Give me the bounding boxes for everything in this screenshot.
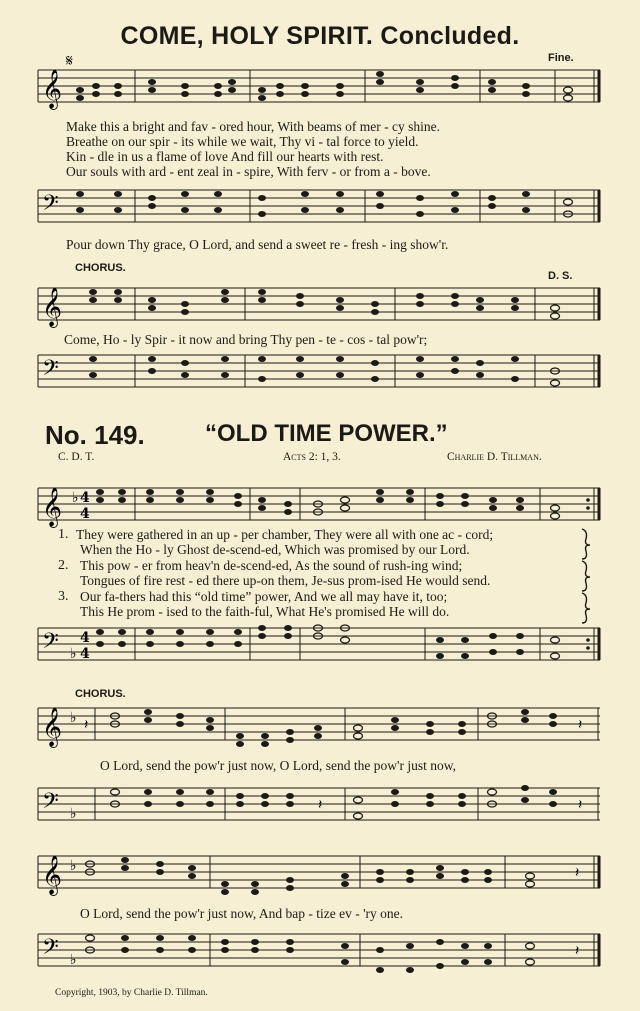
svg-text:𝄢: 𝄢 <box>42 935 59 965</box>
verse-line-4: Our souls with ard - ent zeal in - spire, With ferv - or from a - bove. <box>66 164 431 179</box>
stanza-braces <box>578 527 598 627</box>
verse-line-1: Make this a bright and fav - ored hour, With beams of mer - cy shine. <box>66 119 440 134</box>
scripture-reference: Acts 2: 1, 3. <box>283 451 341 463</box>
svg-text:𝄢: 𝄢 <box>42 629 59 659</box>
verse-line-2: Breathe on our spir - its while we wait, Thy vi - tal force to yield. <box>66 134 419 149</box>
svg-text:♭: ♭ <box>70 806 77 822</box>
svg-text:4: 4 <box>80 490 90 506</box>
hymn-title: “OLD TIME POWER.” <box>205 420 448 447</box>
stanza-1-line-2: When the Ho - ly Ghost de-scend-ed, Which was promised by our Lord. <box>80 542 470 557</box>
stanza-number-1: 1. <box>58 527 69 542</box>
stanza-1-line-1: They were gathered in an up - per chamber, They were all with one ac - cord; <box>76 527 494 542</box>
verse-line-3: Kin - dle in us a flame of love And fill our hearts with rest. <box>66 149 384 164</box>
svg-text:𝄽: 𝄽 <box>578 717 583 733</box>
svg-text:𝄞: 𝄞 <box>42 487 63 527</box>
svg-text:𝄢: 𝄢 <box>42 356 59 386</box>
svg-text:4: 4 <box>80 630 90 646</box>
svg-text:4: 4 <box>80 506 90 522</box>
staff-system-1-bass <box>0 180 640 240</box>
fine-marking: Fine. <box>548 52 574 64</box>
staff-chorus-2b-bass <box>0 926 640 981</box>
svg-text:𝄽: 𝄽 <box>318 797 323 813</box>
refrain-line: Pour down Thy grace, O Lord, and send a sweet re - fresh - ing show'r. <box>66 237 449 252</box>
stanza-2-line-1: This pow - er from heav'n de-scend-ed, As the sound of rush-ing wind; <box>80 558 463 573</box>
stanza-number-3: 3. <box>58 589 69 604</box>
staff-chorus-1-bass <box>0 345 640 405</box>
hymn-title-concluded: COME, HOLY SPIRIT. Concluded. <box>120 22 520 50</box>
ds-marking: D. S. <box>548 270 573 282</box>
chorus-label-1: CHORUS. <box>75 262 126 274</box>
svg-text:♭: ♭ <box>70 858 77 874</box>
svg-text:4: 4 <box>80 646 90 662</box>
composer-credit: Charlie D. Tillman. <box>447 451 542 463</box>
svg-text:𝄽: 𝄽 <box>575 943 580 959</box>
hymn-number: No. 149. <box>45 420 145 450</box>
staff-system-2-bass <box>0 620 640 680</box>
chorus-2-line-1: O Lord, send the pow'r just now, O Lord, send the pow'r just now, <box>100 758 456 773</box>
svg-text:♭: ♭ <box>70 646 77 662</box>
stanza-2-line-2: Tongues of fire rest - ed there up-on them, Je-sus prom-ised He would send. <box>80 573 491 588</box>
svg-text:𝄞: 𝄞 <box>42 69 63 109</box>
author-initials: C. D. T. <box>58 451 95 463</box>
staff-chorus-2a-treble <box>0 700 640 755</box>
copyright-notice: Copyright, 1903, by Charlie D. Tillman. <box>55 988 208 998</box>
svg-text:♭: ♭ <box>70 952 77 968</box>
svg-text:♭: ♭ <box>70 710 77 726</box>
staff-chorus-2b-treble <box>0 848 640 903</box>
svg-text:𝄞: 𝄞 <box>42 287 63 327</box>
svg-text:𝄞: 𝄞 <box>42 707 63 747</box>
svg-text:𝄢: 𝄢 <box>42 789 59 819</box>
svg-text:𝄽: 𝄽 <box>575 865 580 881</box>
staff-chorus-1-treble <box>0 278 640 338</box>
staff-chorus-2a-bass <box>0 780 640 835</box>
chorus-line-1: Come, Ho - ly Spir - it now and bring Thy pen - te - cos - tal pow'r; <box>64 332 428 347</box>
svg-text:♭: ♭ <box>72 490 79 506</box>
svg-text:𝄽: 𝄽 <box>84 717 89 733</box>
stanza-number-2: 2. <box>58 558 69 573</box>
chorus-label-2: CHORUS. <box>75 688 126 700</box>
svg-text:𝄋: 𝄋 <box>66 51 73 70</box>
svg-text:𝄞: 𝄞 <box>42 855 63 895</box>
stanza-3-line-2: This He prom - ised to the faith-ful, What He's promised He will do. <box>80 604 450 619</box>
svg-text:𝄢: 𝄢 <box>42 191 59 221</box>
svg-text:𝄽: 𝄽 <box>578 797 583 813</box>
chorus-2-line-2: O Lord, send the pow'r just now, And bap - tize ev - 'ry one. <box>80 906 404 921</box>
stanza-3-line-1: Our fa-thers had this “old time” power, And we all may have it, too; <box>80 589 448 604</box>
